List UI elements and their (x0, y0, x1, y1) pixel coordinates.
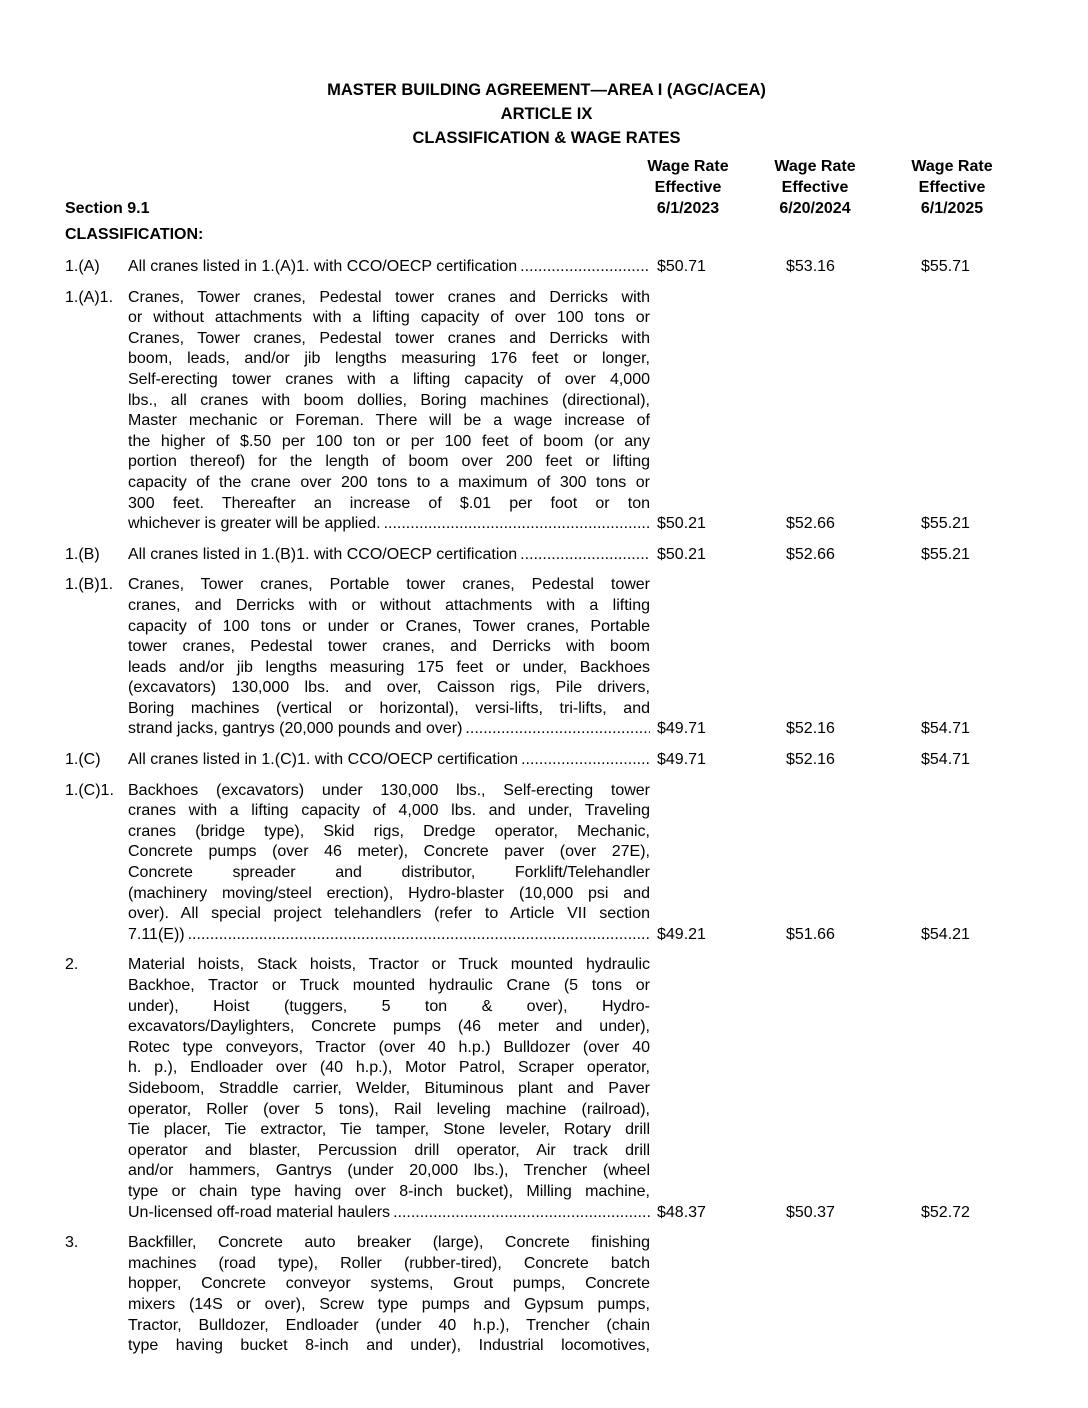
row-text-line: cranes, and Derricks with or without attachments with a lifting (128, 596, 650, 614)
row-text-line: Backhoes (excavators) under 130,000 lbs., Self-erecting tower (128, 781, 650, 799)
classification-row (65, 750, 1028, 771)
dot-leader (188, 925, 650, 946)
wage-rate-2023: $49.21 (657, 925, 706, 943)
row-description (128, 575, 650, 740)
dot-leader (520, 545, 650, 566)
classification-rows (65, 257, 1028, 1357)
dot-leader (393, 1203, 650, 1224)
row-text-line: Backhoe, Tractor or Truck mounted hydraulic Crane (5 tons or (128, 977, 650, 994)
classification-heading: CLASSIFICATION: (65, 226, 204, 243)
row-text-line: excavators/Daylighters, Concrete pumps (46 meter and under), (128, 1018, 650, 1036)
row-text-line: Material hoists, Stack hoists, Tractor or Truck mounted hydraulic (128, 956, 650, 974)
wage-rate-2025: $55.21 (921, 545, 970, 563)
row-text-line: Boring machines (vertical or horizontal), versi-lifts, tri-lifts, and (128, 699, 650, 717)
dot-leader (521, 750, 650, 771)
row-text: All cranes listed in 1.(A)1. with CCO/OECP certification (128, 258, 518, 275)
row-text-line: Self-erecting tower cranes with a lifting capacity of over 4,000 (128, 370, 650, 388)
row-description (128, 288, 650, 535)
row-text-line: operator, Roller (over 5 tons), Rail leveling machine (railroad), (128, 1100, 650, 1118)
row-label: 1.(A) (65, 258, 100, 275)
row-text-line: leads and/or jib lengths measuring 175 feet or under, Backhoes (128, 658, 650, 676)
row-text-line: cranes (bridge type), Skid rigs, Dredge operator, Mechanic, (128, 822, 650, 840)
row-text-line: Tractor, Bulldozer, Endloader (under 40 h.p.), Trencher (chain (128, 1316, 650, 1334)
row-text-line: boom, leads, and/or jib lengths measuring 176 feet or longer, (128, 350, 650, 368)
wage-rate-2023: $50.21 (657, 545, 706, 563)
row-description (128, 545, 650, 566)
row-text-line (128, 719, 650, 740)
row-description (128, 955, 650, 1223)
row-text-line: Concrete spreader and distributor, Forklift/Telehandler (128, 864, 650, 882)
row-text-line: the higher of $.50 per 100 ton or per 100 feet of boom (or any (128, 432, 650, 450)
wage-rate-2025: $54.71 (921, 751, 970, 769)
row-text-line: or without attachments with a lifting capacity of over 100 tons or (128, 309, 650, 327)
dot-leader (520, 257, 650, 278)
row-text-line: capacity of the crane over 200 tons to a maximum of 300 tons or (128, 473, 650, 491)
classification-row (65, 257, 1028, 278)
rate-header-2023 (628, 156, 748, 219)
row-text: All cranes listed in 1.(C)1. with CCO/OECP certification (128, 751, 519, 769)
row-text-line: over). All special project telehandlers (refer to Article VII section (128, 905, 650, 923)
rate-header-2025 (892, 156, 1012, 219)
row-text-line: Cranes, Tower cranes, Pedestal tower cranes and Derricks with (128, 288, 650, 306)
row-text-line (128, 925, 650, 946)
classification-row (65, 955, 1028, 1223)
wage-rate-2025: $55.71 (921, 258, 970, 275)
classification-row (65, 575, 1028, 740)
classification-row (65, 781, 1028, 946)
row-text-line: h. p.), Endloader over (40 h.p.), Motor Patrol, Scraper operator, (128, 1059, 650, 1077)
row-text-line: Cranes, Tower cranes, Portable tower cranes, Pedestal tower (128, 576, 650, 594)
row-label: 1.(B)1. (65, 576, 114, 594)
wage-rate-2023: $49.71 (657, 751, 706, 769)
wage-rate-2024: $52.66 (786, 515, 835, 533)
row-description (128, 1233, 650, 1357)
wage-rate-2025: $52.72 (921, 1203, 970, 1221)
classification-row (65, 1233, 1028, 1357)
row-label: 1.(A)1. (65, 288, 114, 306)
row-text-line: tower cranes, Pedestal tower cranes, and Derricks with boom (128, 638, 650, 656)
title-line-3: CLASSIFICATION & WAGE RATES (412, 129, 681, 147)
row-description (128, 750, 650, 771)
column-header-area (65, 156, 1028, 219)
row-text-line: Tie placer, Tie extractor, Tie tamper, Stone leveler, Rotary drill (128, 1121, 650, 1139)
rate-header-text: Wage Rate (774, 158, 856, 175)
row-text: whichever is greater will be applied. (128, 515, 381, 533)
rate-header-date: 6/20/2024 (779, 200, 851, 217)
row-label: 1.(C)1. (65, 781, 114, 799)
rate-header-text: Effective (781, 179, 849, 196)
row-text: 7.11(E)) (128, 925, 185, 943)
row-text-line (128, 257, 650, 278)
row-text: Un-licensed off-road material haulers (128, 1203, 391, 1221)
row-text-line: Cranes, Tower cranes, Pedestal tower cranes and Derricks with (128, 329, 650, 347)
row-label: 1.(B) (65, 545, 100, 563)
row-text-line: mixers (14S or over), Screw type pumps and Gypsum pumps, (128, 1295, 650, 1313)
rate-header-text: Wage Rate (647, 158, 729, 175)
row-text-line: machines (road type), Roller (rubber-tired), Concrete batch (128, 1254, 650, 1272)
rate-header-text: Effective (918, 179, 986, 196)
rate-header-date: 6/1/2025 (920, 200, 984, 217)
wage-rate-2023: $49.71 (657, 720, 706, 738)
wage-rate-2024: $52.16 (786, 720, 835, 738)
row-text-line: type having bucket 8-inch and under), Industrial locomotives, (128, 1337, 650, 1355)
classification-row (65, 288, 1028, 535)
row-text-line (128, 1203, 650, 1224)
wage-rate-2025: $54.71 (921, 720, 970, 738)
row-text-line: Rotec type conveyors, Tractor (over 40 h.p.) Bulldozer (over 40 (128, 1038, 650, 1056)
row-label: 2. (65, 956, 79, 974)
rate-header-date: 6/1/2023 (656, 200, 720, 217)
document-title (65, 78, 1028, 150)
row-text-line: under), Hoist (tuggers, 5 ton & over), Hydro- (128, 997, 650, 1015)
dot-leader (465, 719, 650, 740)
wage-rate-2024: $52.66 (786, 545, 835, 563)
dot-leader (384, 514, 650, 535)
row-text-line: operator and blaster, Percussion drill operator, Air track drill (128, 1141, 650, 1159)
row-text-line: Backfiller, Concrete auto breaker (large), Concrete finishing (128, 1234, 650, 1252)
wage-rate-2024: $50.37 (786, 1203, 835, 1221)
row-text-line: cranes with a lifting capacity of 4,000 lbs. and under, Traveling (128, 802, 650, 820)
row-text-line: Sideboom, Straddle carrier, Welder, Bituminous plant and Paver (128, 1079, 650, 1097)
wage-rate-2024: $53.16 (786, 258, 835, 275)
row-text-line: (machinery moving/steel erection), Hydro-blaster (10,000 psi and (128, 884, 650, 902)
row-text-line: Master mechanic or Foreman. There will be a wage increase of (128, 412, 650, 430)
row-text: strand jacks, gantrys (20,000 pounds and over) (128, 720, 463, 738)
rate-header-text: Wage Rate (911, 158, 993, 175)
wage-rate-2024: $52.16 (786, 751, 835, 769)
row-text-line: lbs., all cranes with boom dollies, Boring machines (directional), (128, 391, 650, 409)
wage-rate-2023: $48.37 (657, 1203, 706, 1221)
row-text-line: hopper, Concrete conveyor systems, Grout pumps, Concrete (128, 1275, 650, 1293)
row-text-line (128, 750, 650, 771)
row-label: 1.(C) (65, 751, 101, 769)
row-text: All cranes listed in 1.(B)1. with CCO/OECP certification (128, 545, 518, 563)
title-line-1: MASTER BUILDING AGREEMENT—AREA I (AGC/ACEA) (327, 81, 766, 99)
row-text-line: type or chain type having over 8-inch bucket), Milling machine, (128, 1182, 650, 1200)
wage-rate-2023: $50.21 (657, 515, 706, 533)
wage-rate-2024: $51.66 (786, 925, 835, 943)
row-text-line: portion thereof) for the length of boom over 200 feet or lifting (128, 453, 650, 471)
wage-rate-2025: $55.21 (921, 515, 970, 533)
row-text-line: (excavators) 130,000 lbs. and over, Caisson rigs, Pile drivers, (128, 679, 650, 697)
wage-rate-2023: $50.71 (657, 258, 706, 275)
rate-header-text: Effective (654, 179, 722, 196)
row-text-line: Concrete pumps (over 46 meter), Concrete paver (over 27E), (128, 843, 650, 861)
rate-column-headers (628, 156, 1028, 219)
row-label: 3. (65, 1234, 79, 1252)
row-text-line (128, 545, 650, 566)
row-text-line (128, 514, 650, 535)
title-line-2: ARTICLE IX (500, 105, 593, 123)
classification-row (65, 545, 1028, 566)
row-description (128, 781, 650, 946)
row-text-line: 300 feet. Thereafter an increase of $.01 per foot or ton (128, 494, 650, 512)
row-text-line: capacity of 100 tons or under or Cranes, Tower cranes, Portable (128, 617, 650, 635)
row-text-line: and/or hammers, Gantrys (under 20,000 lbs.), Trencher (wheel (128, 1162, 650, 1180)
wage-rate-2025: $54.21 (921, 925, 970, 943)
section-number: Section 9.1 (65, 200, 150, 217)
row-description (128, 257, 650, 278)
rate-header-2024 (755, 156, 875, 219)
